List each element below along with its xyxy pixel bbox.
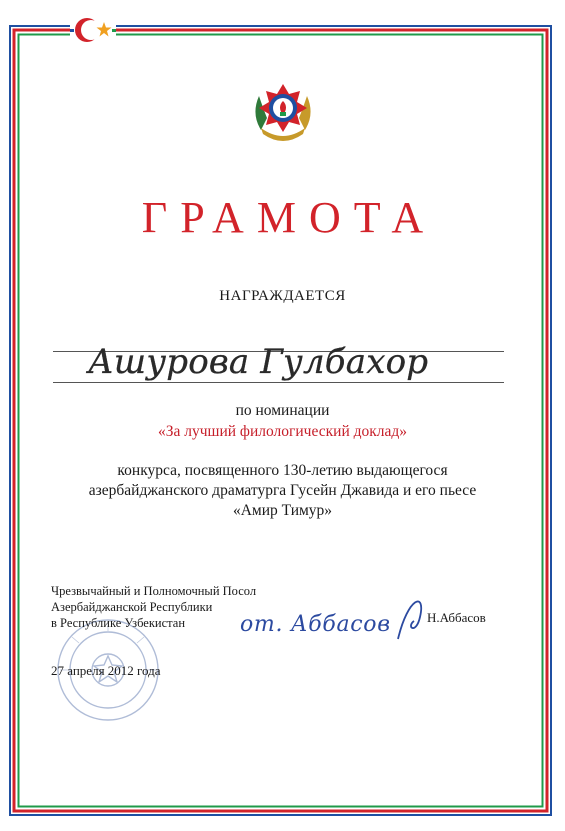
signatory-line-3: в Республике Узбекистан bbox=[51, 616, 186, 630]
coat-of-arms-icon bbox=[247, 78, 319, 146]
handwritten-signature bbox=[238, 587, 438, 649]
signer-name: Н.Аббасов bbox=[427, 610, 486, 625]
contest-line-1: конкурса, посвященного 130-летию выдающегося bbox=[117, 462, 448, 479]
issue-date: 27 апреля 2012 года bbox=[51, 663, 161, 678]
contest-line-3: «Амир Тимур» bbox=[232, 502, 333, 519]
signatory-line-2: Азербайджанской Республики bbox=[51, 600, 213, 614]
nomination-label: по номинации bbox=[235, 402, 330, 419]
awarded-label: НАГРАЖДАЕТСЯ bbox=[219, 288, 346, 304]
handwritten-recipient-name bbox=[80, 327, 440, 385]
recipient-name: Ашурова Гулбахор bbox=[88, 342, 428, 382]
signature-text: от. Аббасов bbox=[240, 612, 390, 637]
document-title: ГРАМОТА bbox=[141, 193, 437, 242]
crescent-star-icon bbox=[70, 13, 116, 47]
nomination-title: «За лучший филологический доклад» bbox=[157, 423, 408, 440]
contest-line-2: азербайджанского драматурга Гусейн Джавида и его пьесе bbox=[88, 482, 477, 499]
signatory-line-1: Чрезвычайный и Полномочный Посол bbox=[51, 584, 257, 598]
